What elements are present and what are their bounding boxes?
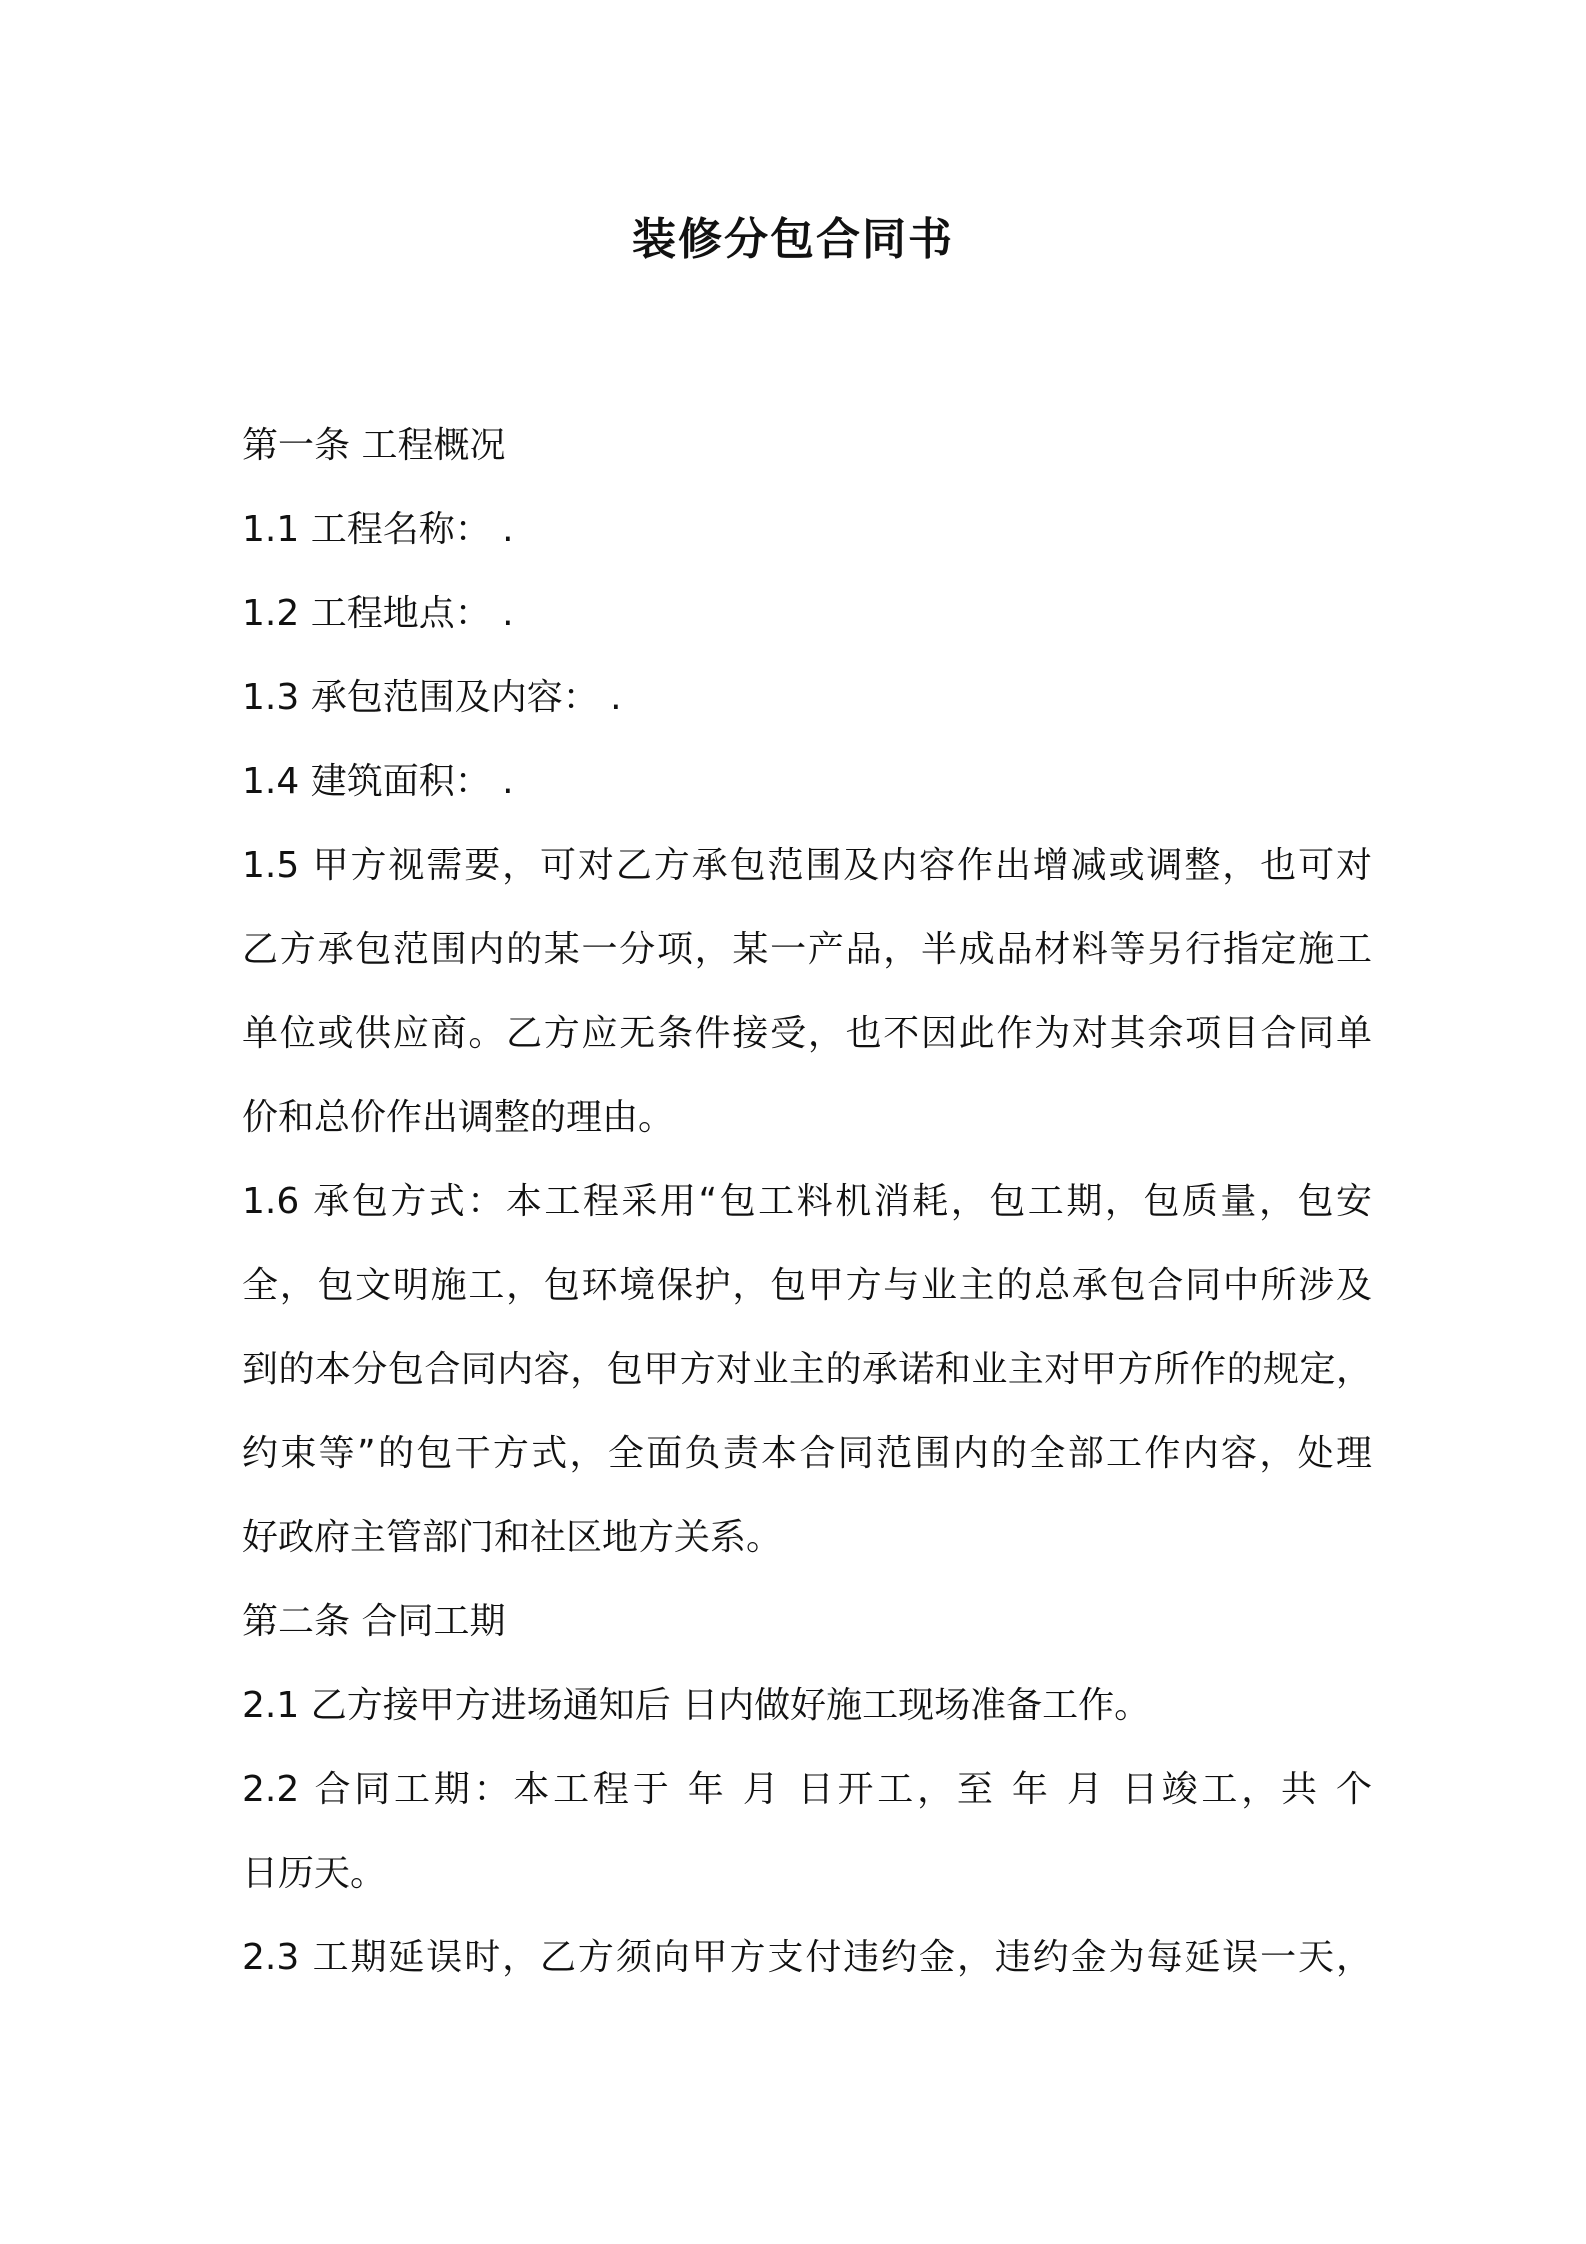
clause-2-1: 2.1 乙方接甲方进场通知后 日内做好施工现场准备工作。 [242, 1685, 1151, 1726]
clause-1-5-line-4: 价和总价作出调整的理由。 [242, 1097, 675, 1138]
clause-1-3: 1.3 承包范围及内容： . [242, 677, 622, 718]
clause-1-1: 1.1 工程名称： . [242, 509, 514, 550]
clause-2-3-line-1: 2.3 工期延误时，乙方须向甲方支付违约金，违约金为每延误一天， [242, 1937, 1372, 1978]
clause-2-2-line-1: 2.2 合同工期：本工程于 年 月 日开工，至 年 月 日竣工，共 个 [242, 1769, 1372, 1810]
clause-1-6-line-2: 全，包文明施工，包环境保护，包甲方与业主的总承包合同中所涉及 [242, 1265, 1372, 1306]
clause-2-2-line-2: 日历天。 [242, 1853, 387, 1894]
clause-1-6-line-5: 好政府主管部门和社区地方关系。 [242, 1517, 783, 1558]
document-body [242, 404, 1372, 2000]
clause-1-5-line-3: 单位或供应商。乙方应无条件接受，也不因此作为对其余项目合同单 [242, 1013, 1372, 1054]
clause-1-6-line-1: 1.6 承包方式：本工程采用“包工料机消耗，包工期，包质量，包安 [242, 1181, 1372, 1222]
clause-1-2: 1.2 工程地点： . [242, 593, 514, 634]
section-heading-1: 第一条 工程概况 [242, 425, 506, 466]
clause-1-6-line-4: 约束等”的包干方式，全面负责本合同范围内的全部工作内容，处理 [242, 1433, 1372, 1474]
clause-1-5-line-2: 乙方承包范围内的某一分项，某一产品，半成品材料等另行指定施工 [242, 929, 1372, 970]
clause-1-5-line-1: 1.5 甲方视需要，可对乙方承包范围及内容作出增减或调整，也可对 [242, 845, 1372, 886]
clause-1-4: 1.4 建筑面积： . [242, 761, 514, 802]
section-heading-2: 第二条 合同工期 [242, 1601, 506, 1642]
document-title: 装修分包合同书 [632, 214, 954, 265]
clause-1-6-line-3: 到的本分包合同内容，包甲方对业主的承诺和业主对甲方所作的规定， [242, 1349, 1372, 1390]
